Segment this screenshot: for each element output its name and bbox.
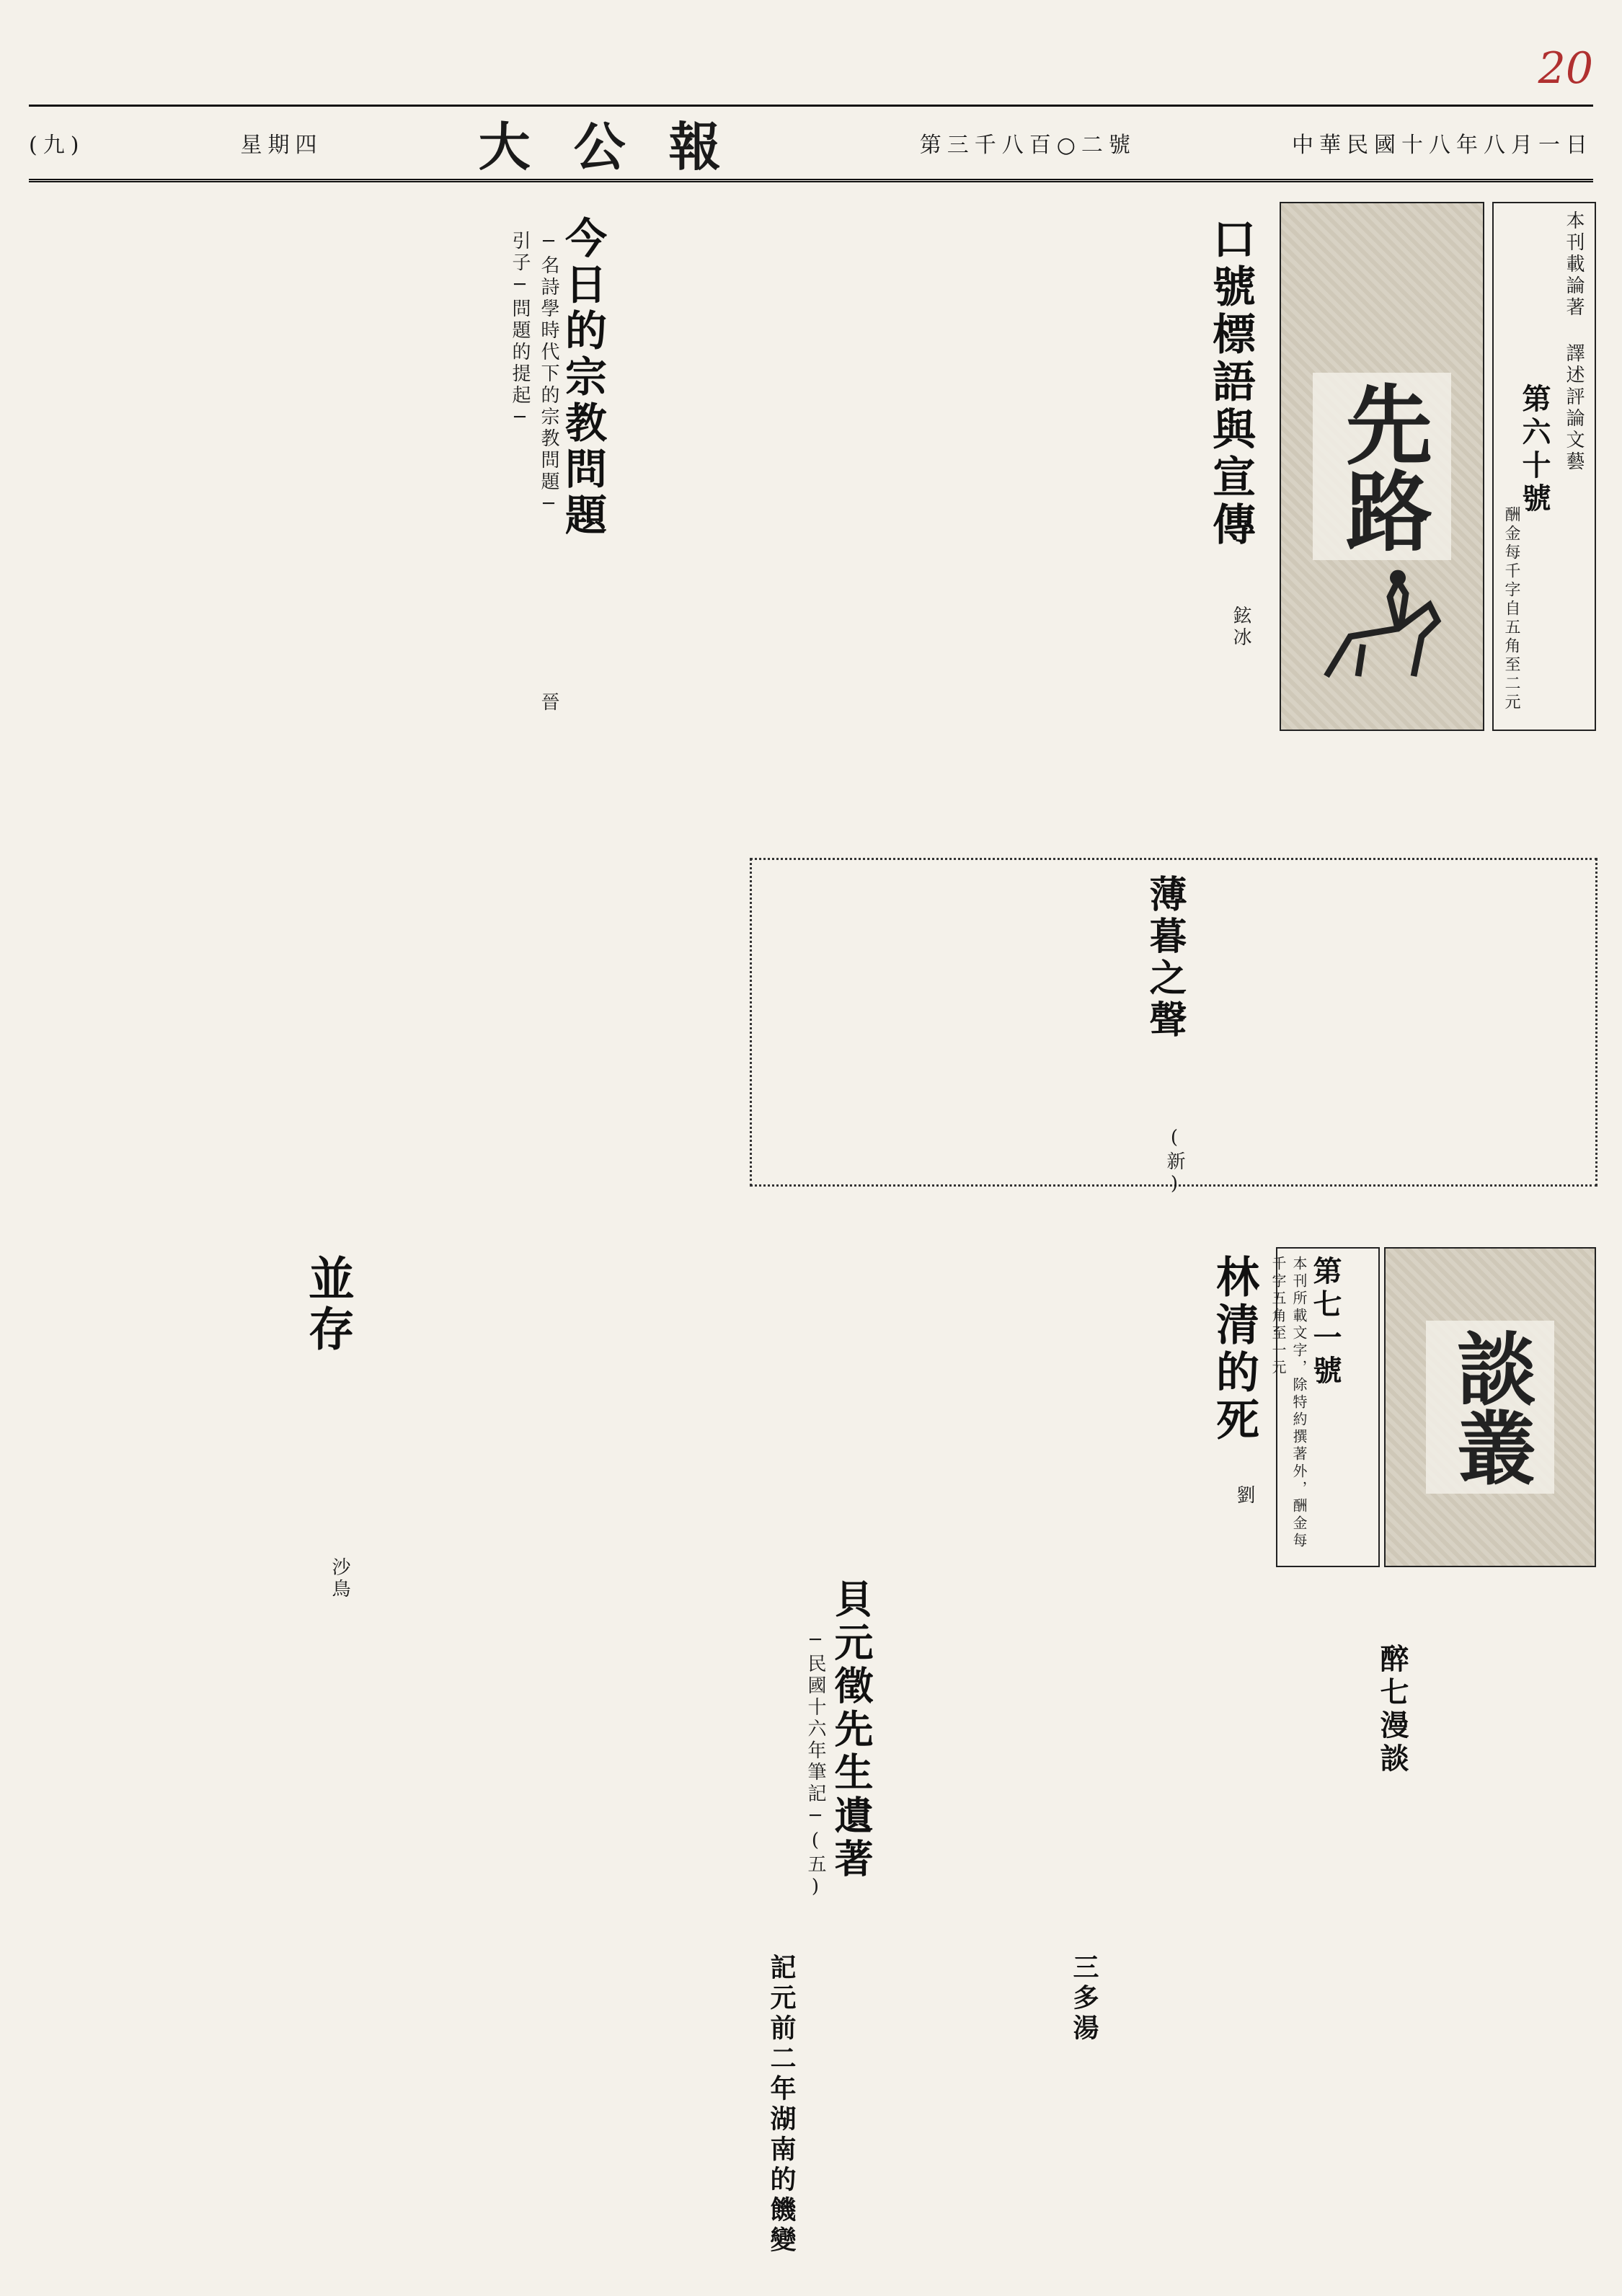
slogan-article xyxy=(627,202,1269,836)
slogan-article-title: 口號標語與宣傳 xyxy=(1205,216,1256,549)
masthead xyxy=(29,105,1593,182)
beiyuan-article-title: 貝元徵先生遺著 xyxy=(828,1579,874,1881)
tancong-title: 談叢 xyxy=(1426,1321,1554,1494)
zuiqi-column xyxy=(1276,1636,1420,1997)
bingcun-article-title: 並存 xyxy=(301,1254,355,1355)
masthead-issue: 第三千八百○二號 xyxy=(919,133,1136,158)
tancong-note: 本刊所載文字，除特約撰著外，酬金每千字五角至一元 xyxy=(1269,1256,1308,1550)
masthead-page-number: (九) xyxy=(29,133,85,158)
religion-article-subtitle: ─名詩學時代下的宗教問題─ xyxy=(538,231,559,518)
religion-article-author: 晉 xyxy=(538,692,559,714)
beiyuan-article xyxy=(721,1572,887,1961)
horse-rider-illustration xyxy=(1303,549,1461,708)
linqing-article-title: 林清的死 xyxy=(1209,1254,1259,1445)
xianlu-header-art xyxy=(1280,202,1484,731)
xianlu-issue-number: 第六十號 xyxy=(1517,384,1551,516)
sanduotang-column xyxy=(1024,1946,1110,2264)
masthead-weekday: 星期四 xyxy=(240,133,323,158)
beiyuan-article-subtitle: ─民國十六年筆記─(五) xyxy=(805,1629,826,1900)
boxed-poem-author: (新) xyxy=(1164,1127,1185,1197)
xianlu-column-note: 本刊載論著 譯述評論文藝 xyxy=(1563,210,1585,473)
linqing-article-author: 劉 xyxy=(1233,1485,1255,1507)
newspaper-page xyxy=(29,29,1593,2271)
slogan-article-author: 鉉冰 xyxy=(1230,606,1251,649)
zuiqi-column-title: 醉七漫談 xyxy=(1375,1644,1409,1776)
hunan-column-title: 記元前二年湖南的饑變 xyxy=(766,1954,797,2256)
religion-article-lead: 引子─問題的提起─ xyxy=(509,231,531,431)
tancong-info-box xyxy=(1269,1247,1380,1567)
hunan-column xyxy=(706,1946,807,2264)
xianlu-fee: 酬金每千字自五角至二元 xyxy=(1502,506,1520,712)
sanduotang-column-title: 三多湯 xyxy=(1069,1954,1099,2044)
masthead-paper-name: 大公報 xyxy=(478,116,764,177)
xianlu-title: 先路 xyxy=(1313,373,1451,560)
bingcun-article xyxy=(29,1247,375,1636)
tancong-header-art xyxy=(1384,1247,1596,1567)
religion-article-title: 今日的宗教問題 xyxy=(558,216,607,539)
tancong-issue-number: 第七一號 xyxy=(1308,1256,1342,1388)
bingcun-article-author: 沙鳥 xyxy=(329,1557,350,1600)
masthead-date: 中華民國十八年八月一日 xyxy=(1292,133,1593,158)
religion-article xyxy=(29,202,620,836)
boxed-poem-title: 薄暮之聲 xyxy=(1143,874,1187,1042)
boxed-poem xyxy=(750,858,1597,1197)
xianlu-info-box xyxy=(1492,202,1596,731)
linqing-article xyxy=(1031,1247,1269,1564)
page-corner-stamp: 20 xyxy=(1538,43,1593,94)
